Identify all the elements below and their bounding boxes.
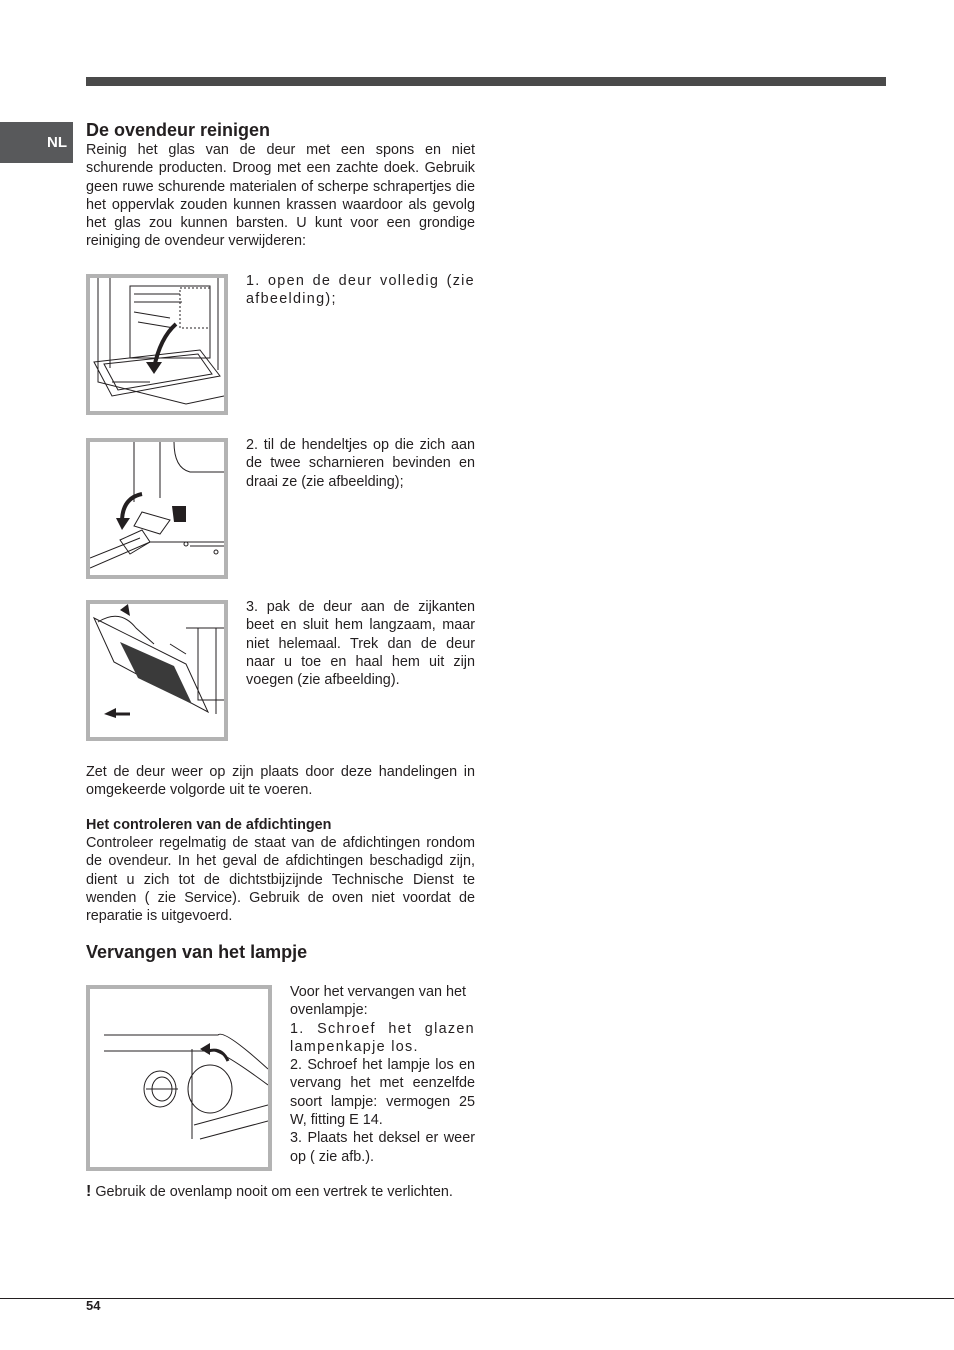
warning-text: Gebruik de ovenlamp nooit om een vertrek te verlichten. — [95, 1184, 453, 1200]
warning-icon: ! — [86, 1183, 92, 1200]
section-title: De ovendeur reinigen — [86, 120, 271, 140]
step-1-text: 1. open de deur volledig (zie afbeelding); — [246, 273, 475, 308]
lamp-instructions — [290, 983, 475, 1166]
figure-remove-door — [86, 600, 228, 741]
door-outro-text: Zet de deur weer op zijn plaats door deze handelingen in omgekeerde volgorde uit te voeren. — [86, 764, 475, 799]
step-2-text: 2. til de hendeltjes op die zich aan de twee scharnieren bevinden en draai ze (zie afbeelding); — [246, 437, 475, 490]
page-number: 54 — [86, 1298, 101, 1313]
step-3-text: 3. pak de deur aan de zijkanten beet en sluit hem langzaam, maar niet helemaal. Trek dan de deur naar u toe en haal hem uit zijn voegen (zie afbeelding). — [246, 599, 475, 689]
language-label: NL — [47, 134, 67, 151]
lamp-section-heading — [86, 941, 475, 963]
oven-lamp-illustration — [90, 989, 268, 1167]
lamp-warning — [86, 1183, 486, 1201]
door-outro — [86, 763, 475, 800]
language-tab — [0, 122, 73, 163]
door-section — [86, 119, 475, 251]
hinge-lever-illustration — [90, 442, 224, 575]
remove-door-illustration — [90, 604, 224, 737]
lamp-line-3: 2. Schroef het lampje los en vervang het met eenzelfde soort lampje: vermogen 25 W, fitting E 14. — [290, 1057, 475, 1129]
seals-title: Het controleren van de afdichtingen — [86, 817, 332, 833]
door-intro: Reinig het glas van de deur met een spons en niet schurende producten. Droog met een zachte doek. Gebruik geen ruwe schurende materialen of scherpe schrapertjes die het oppervlak zouden kunnen krassen waardoor als gevolg het glas zou kunnen barsten. U kunt voor een grondige reiniging de ovendeur verwijderen: — [86, 142, 475, 250]
lamp-line-2: 1. Schroef het glazen lampenkapje los. — [290, 1020, 475, 1055]
lamp-line-1: Voor het vervangen van het ovenlampje: — [290, 984, 467, 1019]
open-door-illustration — [90, 278, 224, 411]
lamp-title: Vervangen van het lampje — [86, 942, 308, 962]
footer-rule — [0, 1298, 954, 1299]
figure-oven-lamp — [86, 985, 272, 1171]
seals-section — [86, 816, 475, 925]
lamp-line-4: 3. Plaats het deksel er weer op ( zie afb.). — [290, 1130, 475, 1165]
header-rule — [86, 77, 886, 86]
figure-open-door — [86, 274, 228, 415]
seals-text: Controleer regelmatig de staat van de afdichtingen rondom de ovendeur. In het geval de afdichtingen beschadigd zijn, dient u zich tot de dichtstbijzijnde Technische Dienst te wenden ( zie Service). Gebruik de oven niet voordat de reparatie is uitgevoerd. — [86, 835, 475, 925]
figure-hinge-lever — [86, 438, 228, 579]
